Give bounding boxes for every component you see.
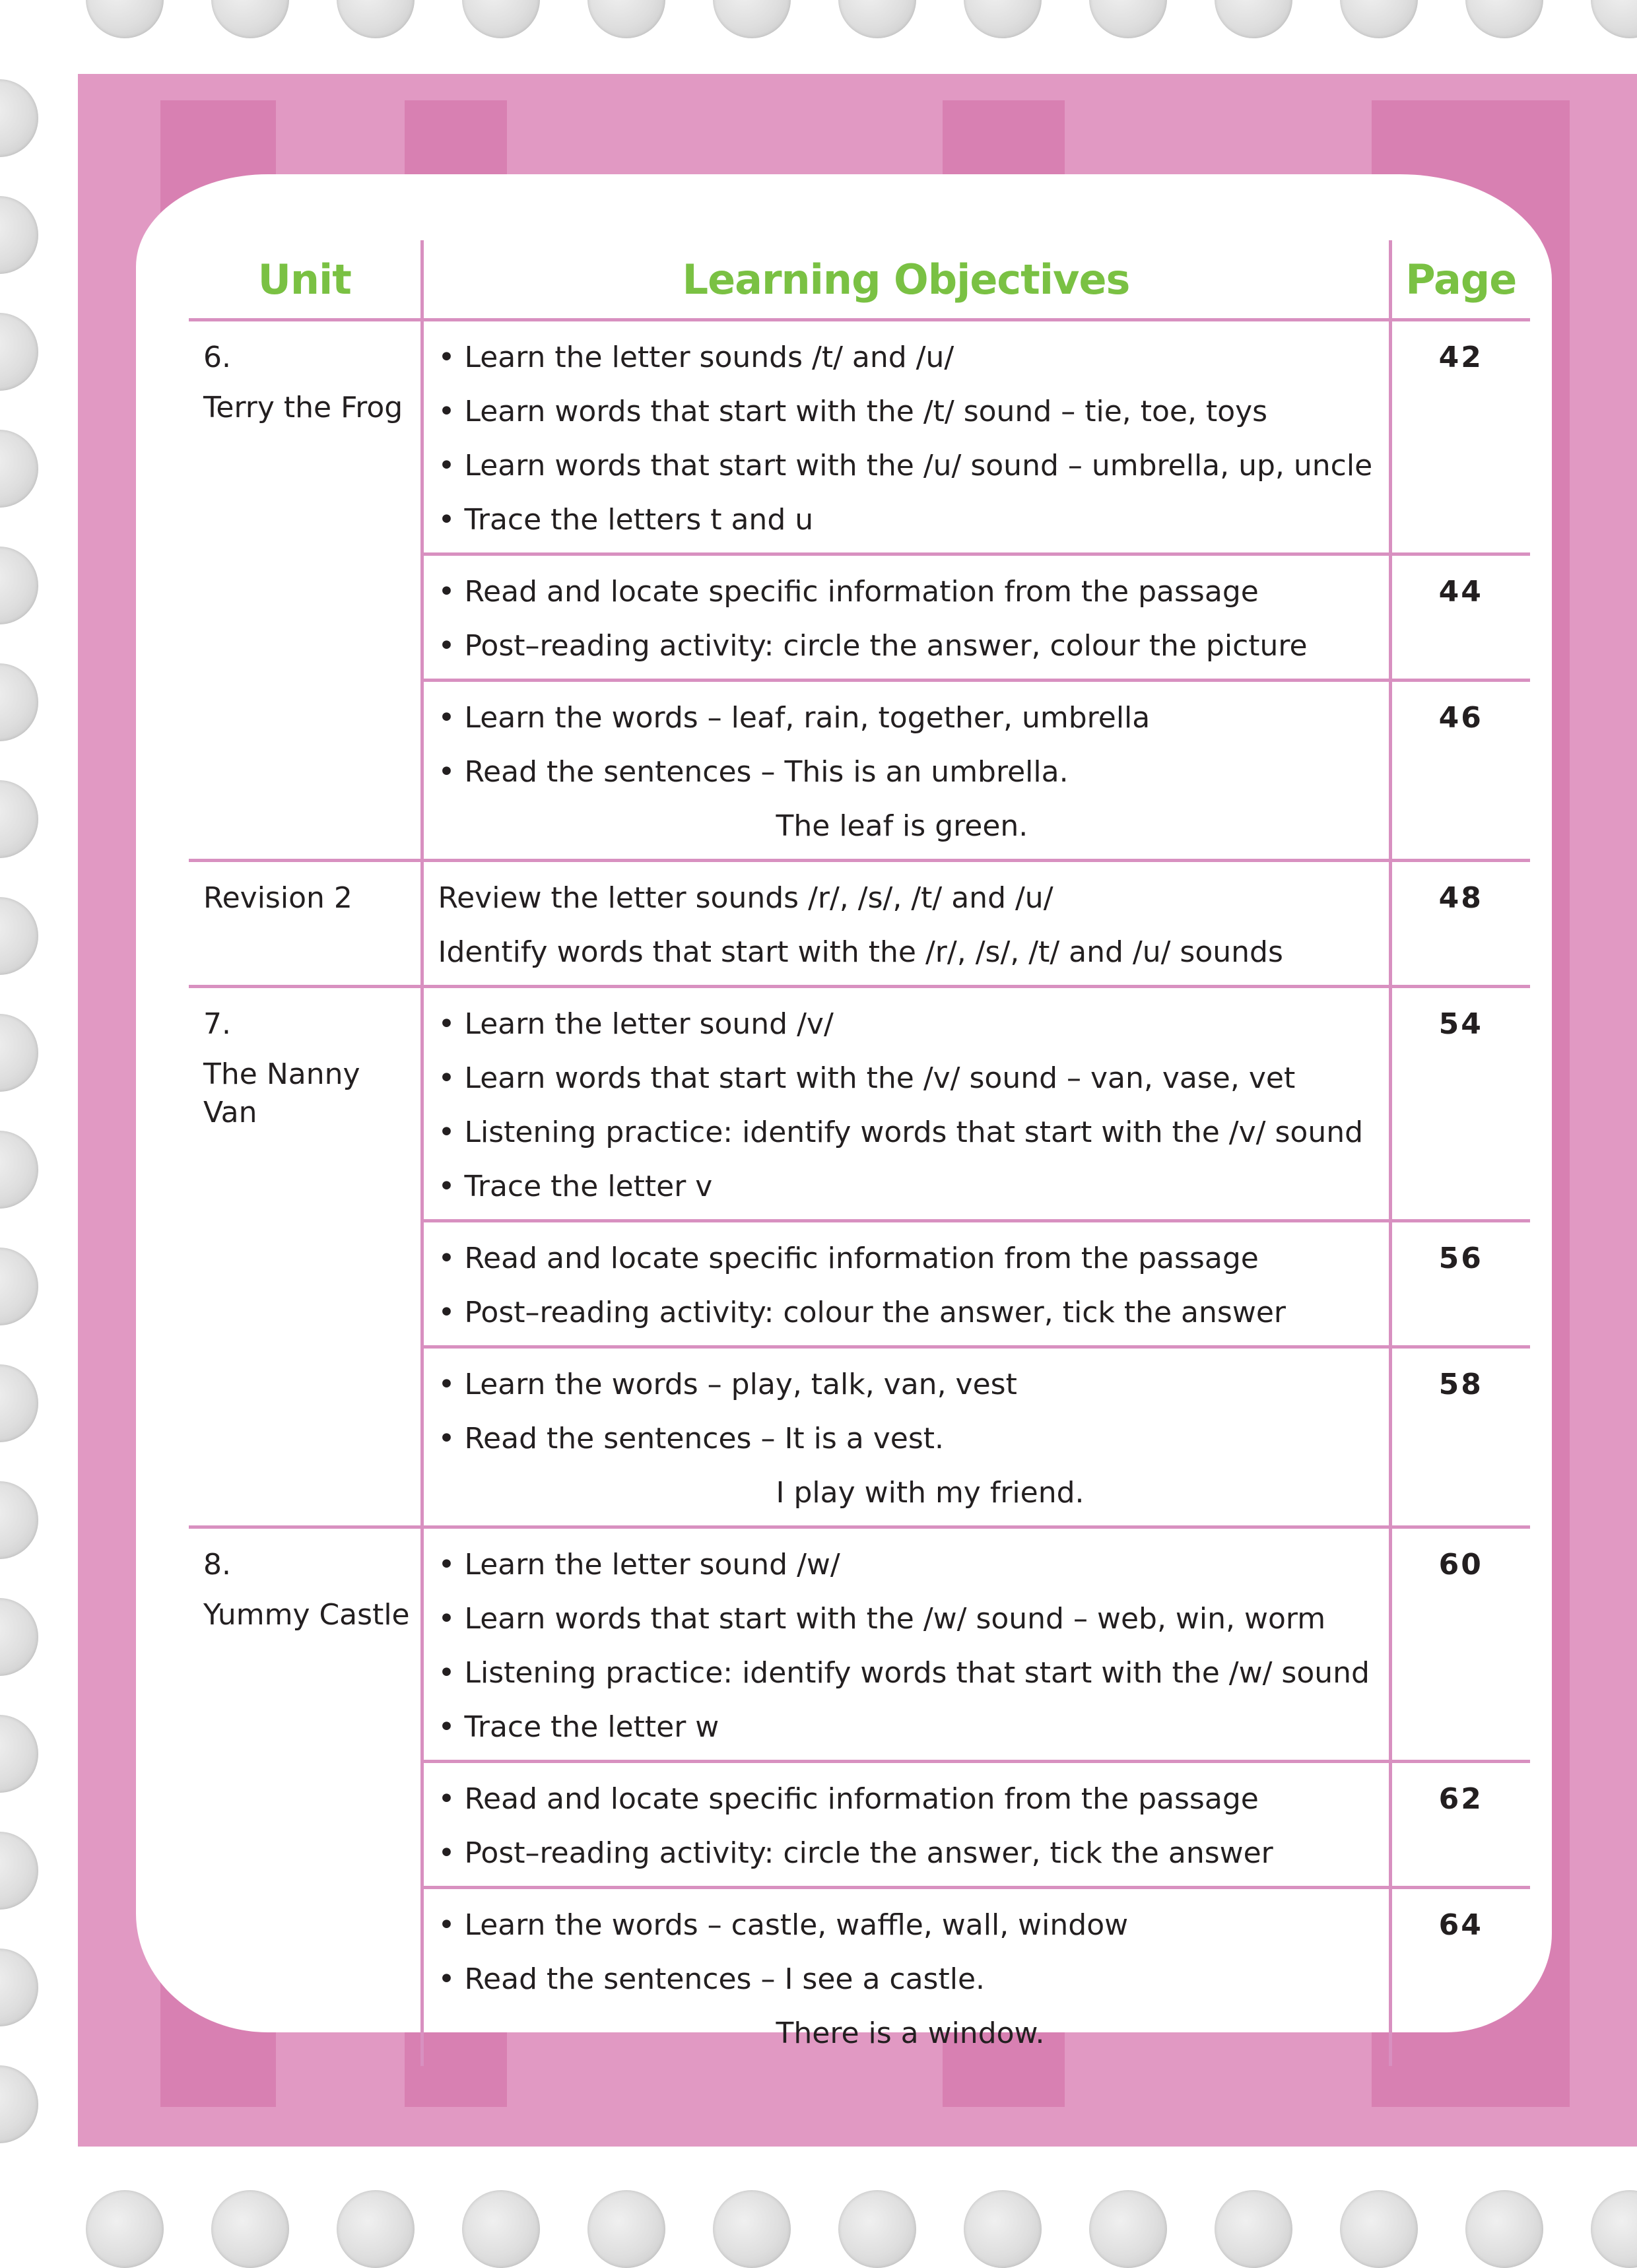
punch-hole — [1591, 2190, 1637, 2268]
punch-hole — [1089, 0, 1167, 38]
objectives-cell — [422, 861, 1390, 987]
bottom-hole-border — [0, 2151, 1637, 2230]
page-number: 60 — [1390, 1527, 1530, 1762]
unit-column-header: Unit — [257, 255, 351, 304]
unit-cell — [189, 1527, 422, 2067]
objectives-cell — [422, 1347, 1390, 1527]
objective-line: • Read and locate specific information from the passage — [438, 1772, 1389, 1826]
page-number: 46 — [1390, 681, 1530, 861]
punch-hole — [964, 2190, 1042, 2268]
objectives-cell — [422, 1762, 1390, 1888]
table-row — [189, 1527, 1530, 1762]
punch-hole — [211, 2190, 289, 2268]
punch-hole — [0, 780, 38, 858]
punch-hole — [1215, 2190, 1292, 2268]
objective-line: Review the letter sounds /r/, /s/, /t/ and /u/ — [438, 881, 1053, 915]
punch-hole — [0, 1949, 38, 2026]
objective-line: • Trace the letter w — [438, 1700, 1389, 1754]
unit-cell — [189, 320, 422, 861]
unit-number: 8. — [203, 1548, 231, 1582]
punch-hole — [337, 0, 415, 38]
punch-hole — [0, 1832, 38, 1910]
punch-hole — [0, 897, 38, 975]
punch-hole — [0, 2065, 38, 2143]
objective-line: • Listening practice: identify words that start with the /v/ sound — [438, 1106, 1389, 1160]
page-number: 62 — [1390, 1762, 1530, 1888]
objectives-cell — [422, 1888, 1390, 2067]
contents-table — [189, 240, 1530, 2066]
punch-hole — [1591, 0, 1637, 38]
punch-hole — [838, 0, 916, 38]
punch-hole — [86, 0, 164, 38]
objective-line: • Learn the letter sounds /t/ and /u/ — [438, 331, 1389, 385]
objective-line: • Listening practice: identify words that start with the /w/ sound — [438, 1646, 1389, 1700]
unit-name: Yummy Castle — [203, 1598, 410, 1632]
unit-number: 6. — [203, 341, 231, 374]
objectives-cell — [422, 1221, 1390, 1347]
objective-line: • Learn the letter sound /w/ — [438, 1538, 1389, 1592]
punch-hole — [1465, 2190, 1543, 2268]
table-header-row — [189, 240, 1530, 320]
objectives-cell — [422, 681, 1390, 861]
objective-line: • Learn words that start with the /v/ sound – van, vase, vet — [438, 1051, 1389, 1106]
punch-hole — [0, 547, 38, 624]
unit-number: 7. — [203, 1007, 231, 1041]
objective-line: • Read and locate specific information from the passage — [438, 565, 1389, 619]
objective-line: • Post–reading activity: colour the answer, tick the answer — [438, 1286, 1389, 1340]
objective-line: • Read and locate specific information from the passage — [438, 1232, 1389, 1286]
objective-line: • Read the sentences – This is an umbrella. — [438, 745, 1389, 799]
objective-line: • Post–reading activity: circle the answer, colour the picture — [438, 619, 1389, 673]
page-number: 42 — [1390, 320, 1530, 554]
punch-hole — [0, 1248, 38, 1325]
page-number: 64 — [1390, 1888, 1530, 2067]
punch-hole — [838, 2190, 916, 2268]
page-number: 44 — [1390, 554, 1530, 681]
punch-hole — [0, 1131, 38, 1209]
unit-name: Revision 2 — [203, 881, 352, 915]
punch-hole — [713, 2190, 791, 2268]
punch-hole — [587, 0, 665, 38]
objective-line: • Read the sentences – I see a castle. — [438, 1952, 1389, 2007]
punch-hole — [0, 1481, 38, 1559]
punch-hole — [0, 1014, 38, 1092]
objective-line: • Trace the letters t and u — [438, 493, 1389, 547]
objectives-column-header: Learning Objectives — [422, 240, 1390, 320]
objective-sentence-continuation: The leaf is green. — [776, 809, 1028, 843]
unit-cell — [189, 987, 422, 1527]
punch-hole — [1340, 2190, 1418, 2268]
unit-name: Terry the Frog — [203, 391, 403, 424]
page-number: 58 — [1390, 1347, 1530, 1527]
punch-hole — [1215, 0, 1292, 38]
punch-hole — [964, 0, 1042, 38]
objective-line: • Read the sentences – It is a vest. — [438, 1412, 1389, 1466]
punch-hole — [462, 2190, 540, 2268]
punch-hole — [0, 430, 38, 508]
objective-line: • Learn the words – castle, waffle, wall, window — [438, 1898, 1389, 1952]
objective-line: • Post–reading activity: circle the answer, tick the answer — [438, 1826, 1389, 1881]
punch-hole — [0, 1715, 38, 1793]
objective-line: • Trace the letter v — [438, 1160, 1389, 1214]
objective-line: • Learn words that start with the /t/ sound – tie, toe, toys — [438, 385, 1389, 439]
objective-line: • Learn the letter sound /v/ — [438, 997, 1389, 1051]
punch-hole — [1340, 0, 1418, 38]
pink-frame — [78, 74, 1637, 2147]
objective-line: • Learn words that start with the /w/ sound – web, win, worm — [438, 1592, 1389, 1646]
page-number: 54 — [1390, 987, 1530, 1221]
punch-hole — [462, 0, 540, 38]
unit-cell — [189, 861, 422, 987]
punch-hole — [0, 663, 38, 741]
punch-hole — [1465, 0, 1543, 38]
objective-line: • Learn the words – play, talk, van, vest — [438, 1358, 1389, 1412]
top-hole-border — [0, 0, 1637, 79]
table-row — [189, 987, 1530, 1221]
punch-hole — [337, 2190, 415, 2268]
punch-hole — [587, 2190, 665, 2268]
page-column-header: Page — [1390, 240, 1530, 320]
contents-card — [136, 174, 1552, 2050]
left-hole-border — [0, 66, 46, 2152]
objectives-cell — [422, 1527, 1390, 1762]
unit-name: The Nanny Van — [203, 1057, 360, 1129]
objective-line: • Learn the words – leaf, rain, together, umbrella — [438, 691, 1389, 745]
punch-hole — [0, 196, 38, 274]
objectives-cell — [422, 987, 1390, 1221]
objective-line: • Learn words that start with the /u/ sound – umbrella, up, uncle — [438, 439, 1389, 493]
page-number: 56 — [1390, 1221, 1530, 1347]
punch-hole — [86, 2190, 164, 2268]
table-row — [189, 861, 1530, 987]
punch-hole — [211, 0, 289, 38]
objectives-cell — [422, 554, 1390, 681]
table-row — [189, 320, 1530, 554]
punch-hole — [0, 1364, 38, 1442]
page-number: 48 — [1390, 861, 1530, 987]
objectives-cell — [422, 320, 1390, 554]
punch-hole — [713, 0, 791, 38]
objective-sentence-continuation: There is a window. — [776, 2017, 1045, 2050]
objective-sentence-continuation: I play with my friend. — [776, 1476, 1085, 1510]
punch-hole — [0, 79, 38, 157]
punch-hole — [1089, 2190, 1167, 2268]
objective-line: Identify words that start with the /r/, /s/, /t/ and /u/ sounds — [438, 935, 1283, 969]
punch-hole — [0, 1598, 38, 1676]
punch-hole — [0, 313, 38, 391]
